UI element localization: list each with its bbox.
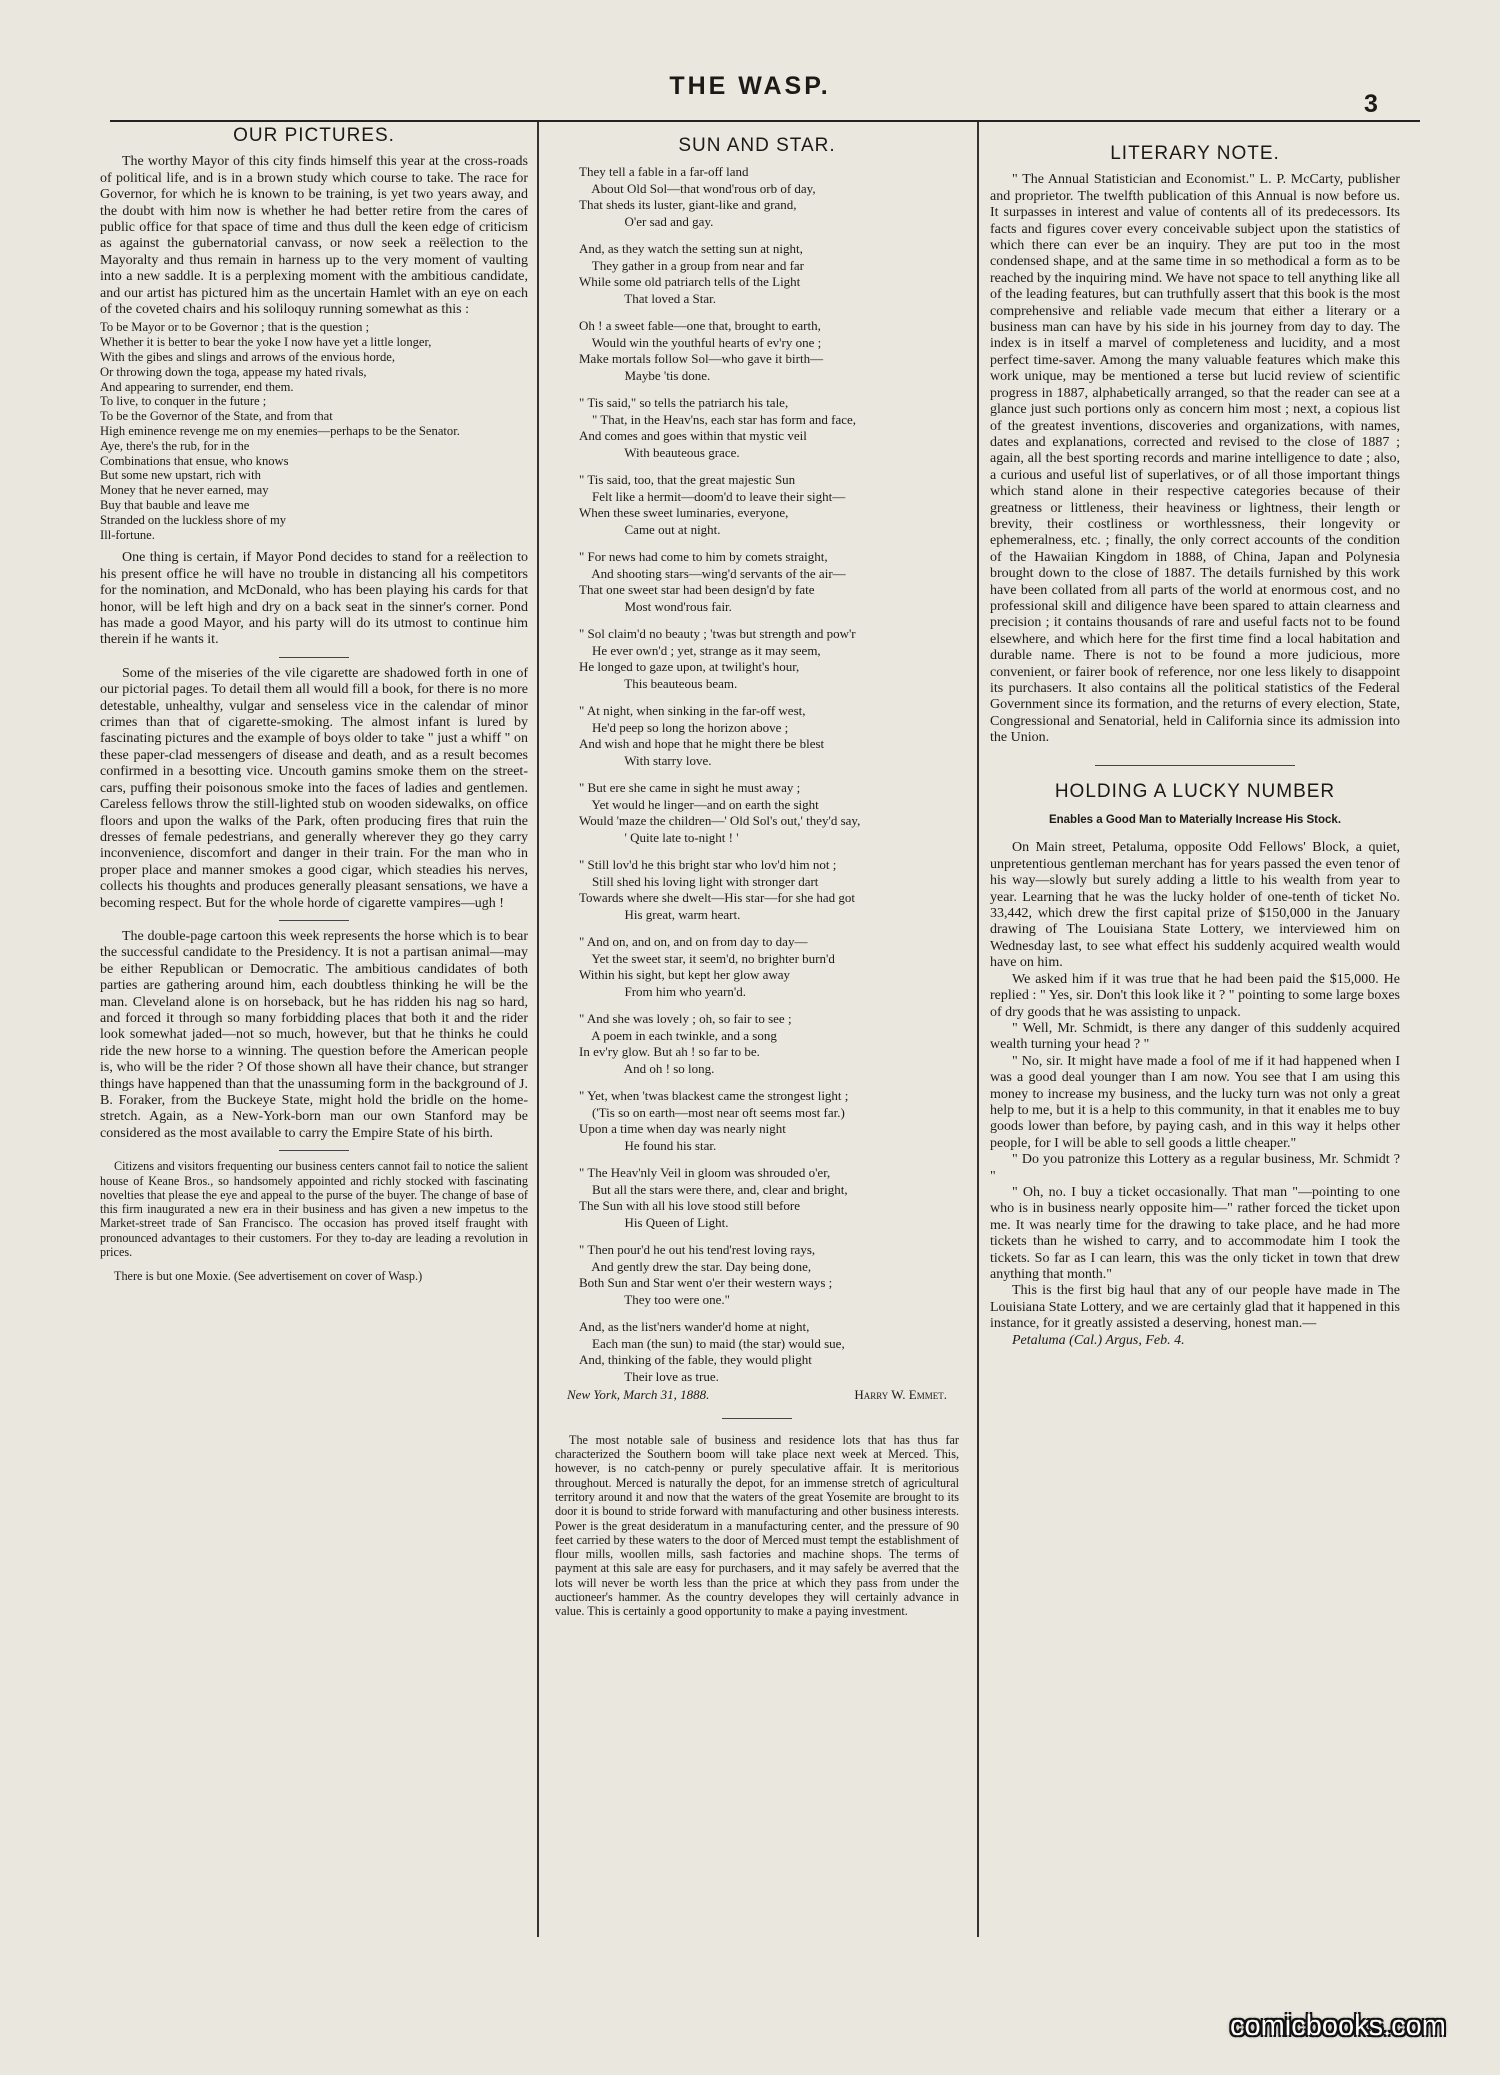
poem-stanza: " Sol claim'd no beauty ; 'twas but strength and pow'r He ever own'd ; yet, strange as it may seem, He longed to gaze upon, at twilight's hour, This beauteous beam. bbox=[579, 626, 856, 691]
quote-line: Combinations that ensue, who knows bbox=[100, 453, 289, 468]
column-rule-left bbox=[537, 122, 539, 1937]
page-number: 3 bbox=[1364, 90, 1378, 118]
quote-line: And appearing to surrender, end them. bbox=[100, 379, 294, 394]
top-rule bbox=[110, 120, 1420, 122]
cigarette-paragraph: Some of the miseries of the vile cigarette are shadowed forth in one of our pictorial pages. To detail them all would fill a book, for there is no more detestable, unhealthy, vulgar and senseless vice in the calendar of minor crimes than that of cigarette-smoking. The almost infant is lured by fascinating pictures and the example of boys older to take " just a whiff " on these paper-clad messengers of disease and death, and as a result becomes confirmed in a besotting vice. Uncouth gamins smoke them on the street-cars, puffing their poisonous smoke into the faces of ladies and gentlemen. Careless fellows throw the still-lighted stub on wooden sidewalks, on office floors and upon the walks of the Park, often producing fires that ruin the dresses of female pedestrians, and generally wherever they go they carry inconvenience, discomfort and danger in their train. For the man who in proper place and manner smokes a good cigar, which steadies his nerves, collects his thoughts and produces generally pleasant sensations, we have a becoming respect. But for the whole horde of cigarette vampires—ugh ! bbox=[100, 665, 528, 911]
hamlet-quote bbox=[100, 320, 528, 542]
column-left bbox=[100, 124, 528, 1284]
quote-line: Aye, there's the rub, for in the bbox=[100, 438, 250, 453]
lucky-number-paragraph: This is the first big haul that any of our people have made in The Louisiana State Lottery, and we are certainly glad that it happened in this instance, for it greatly assisted a deserving, honest man.— bbox=[990, 1283, 1400, 1332]
lucky-number-paragraph: We asked him if it was true that he had been paid the $15,000. He replied : " Yes, sir. Don't this look like it ? " pointing to some large boxes of dry goods that he was assisting to unpack. bbox=[990, 971, 1400, 1020]
poem-stanza: " For news had come to him by comets straight, And shooting stars—wing'd servants of the air— That one sweet star had been design'd by fate Most wond'rous fair. bbox=[579, 549, 846, 614]
our-pictures-paragraph: The worthy Mayor of this city finds himself this year at the cross-roads of political life, and is in a brown study which course to take. The race for Governor, for which he is known to be training, is yet two years away, and the doubt with him now is whether he had better retire from the cares of public office for that space of time and thus dull the keen edge of criticism as against the gubernatorial canvass, or now seek a reëlection to the Mayoralty and thus remain in harness up to the very moment of vaulting into a new saddle. It is a perplexing moment with the ambitious candidate, and our artist has pictured him as the uncertain Hamlet with an eye on each of the coveted chairs and his soliloquy running somewhat as this : bbox=[100, 154, 528, 318]
poem-stanza: " And on, and on, and on from day to day— Yet the sweet star, it seem'd, no brighter burn'd Within his sight, but kept her glow away From him who yearn'd. bbox=[579, 934, 835, 999]
poem-dateline: New York, March 31, 1888. bbox=[567, 1387, 710, 1403]
lucky-number-source: Petaluma (Cal.) Argus, Feb. 4. bbox=[1012, 1332, 1185, 1348]
keane-bros-paragraph: Citizens and visitors frequenting our business centers cannot fail to notice the salient house of Keane Bros., so handsomely appointed and richly stocked with fascinating novelties that please the eye and appeal to the purse of the buyer. The change of base of this firm inaugurated a new era in their business and has given a new impetus to the Market-street trade of San Francisco. The occasion has proved itself fraught with pronounced advantages to their customers. For they to-day are leading a revolution in prices. bbox=[100, 1159, 528, 1260]
merced-notice bbox=[547, 1433, 967, 1619]
poem-stanza: They tell a fable in a far-off land About Old Sol—that wond'rous orb of day, That sheds its luster, giant-like and grand, O'er sad and gay. bbox=[579, 164, 816, 229]
separator bbox=[279, 920, 349, 921]
lucky-number-paragraph: " Oh, no. I buy a ticket occasionally. That man "—pointing to one who is in business nearly opposite him—" rather forced the ticket upon me. It was nearly time for the drawing to take place, and he had more tickets than he wished to carry, and to accommodate him I took the tickets. So far as I can learn, this was the only ticket in town that drew anything that month." bbox=[990, 1184, 1400, 1282]
quote-line: Whether it is better to bear the yoke I now have yet a little longer, bbox=[100, 335, 432, 350]
poem-stanza: " At night, when sinking in the far-off west, He'd peep so long the horizon above ; And wish and hope that he might there be blest With starry love. bbox=[579, 703, 825, 768]
quote-line: To be the Governor of the State, and from that bbox=[100, 409, 333, 424]
merced-paragraph: The most notable sale of business and residence lots that has thus far characterized the Southern boom will take place next week at Merced. This, however, is no catch-penny or purely speculative affair. It is meritorious throughout. Merced is naturally the depot, for an immense stretch of agricultural territory around it and now that the waters of the great Yosemite are brought to its door it is bound to stride forward with manufacturing and other business interests. Power is the great desideratum in a manufacturing center, and the pressure of 90 feet carried by these waters to the door of Merced must tempt the establishment of flour mills, woollen mills, sash factories and machine shops. The terms of payment at this sale are easy for purchasers, and it may safely be averred that the lots will never be worth less than the price at which they pass from under the auctioneer's hammer. As the country developes they will certainly advance in value. This is certainly a good opportunity to make a paying investment. bbox=[555, 1432, 959, 1619]
lucky-number-paragraph: On Main street, Petaluma, opposite Odd Fellows' Block, a quiet, unpretentious gentleman merchant has for years passed the even tenor of his way—slowly but surely adding a little to his wealth from year to year. Learning that he was the lucky holder of one-tenth of ticket No. 33,442, which drew the first capital prize of $150,000 in the January drawing of The Louisiana State Lottery, we interviewed him on Wednesday last, to see what effect his suddenly acquired wealth would have on him. bbox=[990, 840, 1400, 971]
moxie-paragraph: There is but one Moxie. (See advertisement on cover of Wasp.) bbox=[114, 1269, 423, 1284]
quote-line: But some new upstart, rich with bbox=[100, 468, 261, 483]
poem bbox=[547, 164, 967, 1385]
separator bbox=[1095, 765, 1295, 766]
poem-stanza: Oh ! a sweet fable—one that, brought to earth, Would win the youthful hearts of ev'ry one ; Make mortals follow Sol—who gave it birth— Maybe 'tis done. bbox=[579, 318, 824, 383]
lucky-number-paragraph: " Well, Mr. Schmidt, is there any danger of this suddenly acquired wealth turning your head ? " bbox=[990, 1020, 1400, 1053]
poem-stanza: " The Heav'nly Veil in gloom was shrouded o'er, But all the stars were there, and, clear and bright, The Sun with all his love stood still before His Queen of Light. bbox=[579, 1165, 848, 1230]
lucky-number-heading: HOLDING A LUCKY NUMBER bbox=[1054, 780, 1336, 802]
lucky-number-paragraph: " Do you patronize this Lottery as a regular business, Mr. Schmidt ? " bbox=[990, 1152, 1400, 1184]
poem-stanza: " Tis said, too, that the great majestic Sun Felt like a hermit—doom'd to leave their sight— When these sweet luminaries, everyone, Came out at night. bbox=[579, 472, 846, 537]
mayor-pond-paragraph: One thing is certain, if Mayor Pond decides to stand for a reëlection to his present office he will have no trouble in distancing all his competitors for the nomination, and McDonald, who has been playing his cards for that honor, will be left high and dry on a back seat in the sinner's corner. Pond has made a good Mayor, and his party will do its utmost to continue him therein if he wants it. bbox=[100, 550, 528, 648]
separator bbox=[279, 1150, 349, 1151]
poem-stanza: " Yet, when 'twas blackest came the strongest light ; ('Tis so on earth—most near oft seems most far.) Upon a time when day was nearly night He found his star. bbox=[579, 1088, 849, 1153]
quote-line: High eminence revenge me on my enemies—perhaps to be the Senator. bbox=[100, 424, 460, 439]
quote-line: With the gibes and slings and arrows of the envious horde, bbox=[100, 350, 396, 365]
quote-line: Buy that bauble and leave me bbox=[100, 498, 250, 513]
lucky-number-paragraph: " No, sir. It might have made a fool of me if it had happened when I was a good deal younger than I am now. You see that I am using this money to increase my business, and the lucky turn was not only a great help to me, but it is a help to this community, in that it enables me to buy goods lower than before, by paying cash, and in this way it helps other people, for I will be able to sell goods a little cheaper." bbox=[990, 1053, 1400, 1151]
our-pictures-heading: OUR PICTURES. bbox=[233, 125, 395, 146]
poem-signature bbox=[547, 1387, 967, 1403]
watermark: comicbooks.com bbox=[1230, 2010, 1446, 2042]
keane-bros-notice bbox=[100, 1159, 528, 1283]
cartoon-paragraph: The double-page cartoon this week represents the horse which is to bear the successful candidate to the Presidency. It is not a partisan animal—may be either Republican or Democratic. The ambitious candidates of both parties are gathering around him, each doubtless thinking he will be the man. Cleveland alone is on horseback, but he has ridden his nag so hard, and forced it through so many forbidding places that both it and the rider look somewhat jaded—not so much, however, but that he thinks he could ride the new horse to a winning. The question before the American people is, who will be the rider ? Of those shown all have their chance, but stranger things have happened than that the unassuming form in the background of J. B. Foraker, from the Buckeye State, might hold the bridle on the home-stretch. Again, as a New-York-born man our own Stanford may be considered as the most available to carry the Empire State of his birth. bbox=[100, 928, 528, 1141]
poem-stanza: And, as they watch the setting sun at night, They gather in a group from near and far While some old patriarch tells of the Light That loved a Star. bbox=[579, 241, 805, 306]
quote-line: Stranded on the luckless shore of my bbox=[100, 512, 287, 527]
poem-author: Harry W. Emmet. bbox=[854, 1387, 947, 1403]
poem-stanza: " Still lov'd he this bright star who lov'd him not ; Still shed his loving light with stronger dart Towards where she dwelt—His star—for she had got His great, warm heart. bbox=[579, 857, 855, 922]
masthead: THE WASP. bbox=[669, 72, 831, 100]
quote-line: Or throwing down the toga, appease my hated rivals, bbox=[100, 364, 367, 379]
poem-stanza: " Then pour'd he out his tend'rest loving rays, And gently drew the star. Day being done, Both Sun and Star went o'er their western ways ; They too were one." bbox=[579, 1242, 833, 1307]
separator bbox=[279, 657, 349, 658]
lucky-number-subheading: Enables a Good Man to Materially Increase His Stock. bbox=[1048, 814, 1342, 827]
separator bbox=[722, 1418, 792, 1419]
poem-stanza: " Tis said," so tells the patriarch his tale, " That, in the Heav'ns, each star has form and face, And comes and goes within that mystic veil With beauteous grace. bbox=[579, 395, 857, 460]
poem-stanza: " And she was lovely ; oh, so fair to see ; A poem in each twinkle, and a song In ev'ry glow. But ah ! so far to be. And oh ! so long. bbox=[579, 1011, 792, 1076]
quote-line: To be Mayor or to be Governor ; that is the question ; bbox=[100, 320, 370, 335]
column-rule-right bbox=[977, 122, 979, 1937]
poem-stanza: And, as the list'ners wander'd home at night, Each man (the sun) to maid (the star) would sue, And, thinking of the fable, they would plight Their love as true. bbox=[579, 1319, 845, 1384]
literary-note-paragraph: " The Annual Statistician and Economist." L. P. McCarty, publisher and proprietor. The twelfth publication of this Annual is now before us. It surpasses in interest and value of contents all of its predecessors. Its facts and figures cover every conceivable subject upon the statistics of which there can ever be an inquiry. They are put too in the most condensed shape, and at the same time in so methodical a form as to be reached by the inquiring mind. We have not space to tell anything like all of the leading features, but can truthfully assert that this book is the most comprehensive and reliable vade mecum that either a literary or a business man can have by his side in his journey from day to day. The index is in itself a marvel of completeness and lucidity, and a most perfect time-saver. Among the many valuable features which make this work unique, may be mentioned a terse but lucid review of scientific progress in 1887, alphabetically arranged, so that the reader can see at a glance just such portions only as concern him most ; next, a copious list of the greatest inventions, discoveries and organizations, with names, dates and explanations, corrected and revised to the close of 1887 ; again, all the best sporting records and marine intelligence to date ; also, a curious and useful list of superlatives, or of all those important things which stand alone in their respective categories because of their greatness or littleness, their heaviness or lightness, their length or brevity, their costliness or worthlessness, their longevity or ephemeralness, etc. ; finally, the only correct accounts of the condition of the Hawaiian Kingdom in 1888, of China, Japan and Polynesia brought down to the close of 1887. The details furnished by this work have been collated from all parts of the world at enormous cost, and no professional skill and diligence have been spared to attain clearness and precision ; it contains thousands of rare and useful facts not to be found elsewhere, and which here for the first time find a local habitation and durable name. There is not to be found a more judicious, more convenient, or fairer book of reference, nor one less likely to disappoint its purchasers. It also contains all the political statistics of the Federal Government since its formation, and the returns of every election, State, Congressional and Senatorial, held in California since its admission into the Union. bbox=[990, 172, 1400, 746]
column-right bbox=[990, 124, 1400, 1349]
sun-and-star-heading: SUN AND STAR. bbox=[678, 135, 836, 156]
quote-line: Money that he never earned, may bbox=[100, 483, 269, 498]
poem-stanza: " But ere she came in sight he must away ; Yet would he linger—and on earth the sight Would 'maze the children—' Old Sol's out,' they'd say, ' Quite late to-night ! ' bbox=[579, 780, 861, 845]
quote-line: To live, to conquer in the future ; bbox=[100, 394, 267, 409]
quote-line: Ill-fortune. bbox=[100, 527, 155, 542]
literary-note-heading: LITERARY NOTE. bbox=[1110, 143, 1280, 164]
column-middle bbox=[547, 124, 967, 1619]
